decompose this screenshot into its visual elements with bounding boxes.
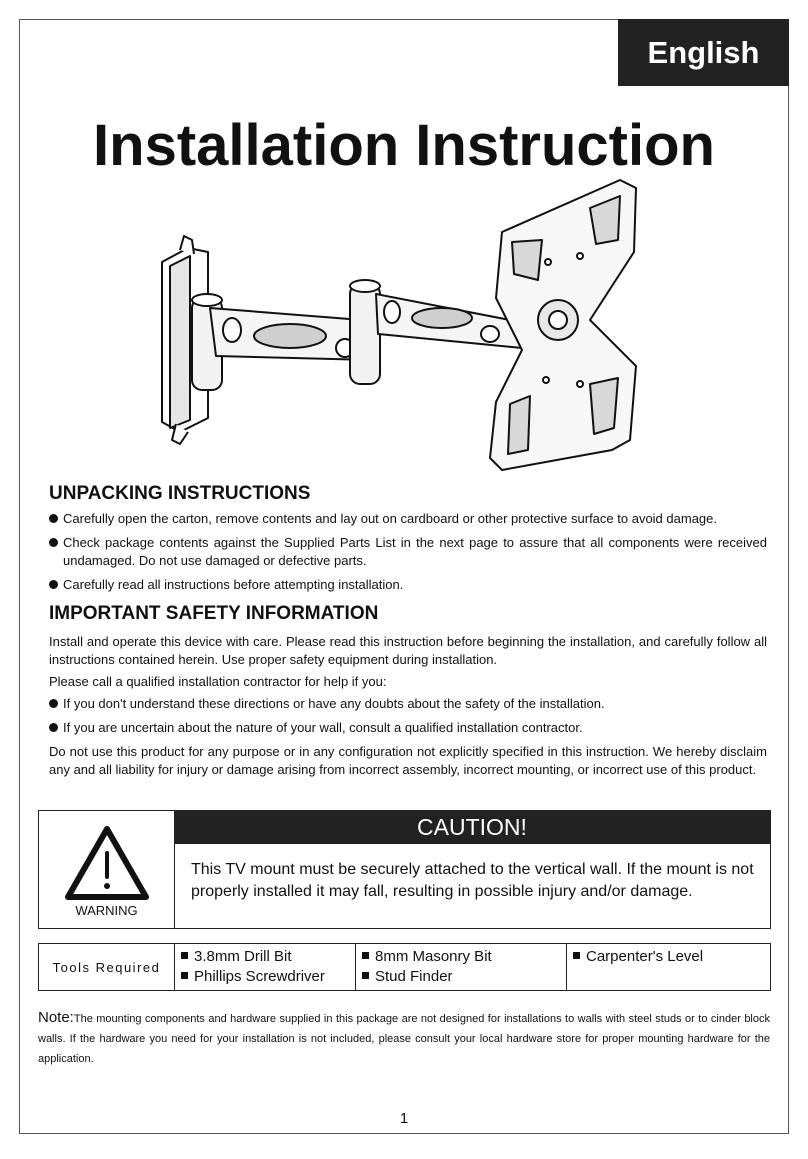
caution-heading: CAUTION! [174,811,770,844]
warning-triangle-icon [64,825,150,901]
note-paragraph [38,1008,770,1069]
tool-item: Carpenter's Level [567,947,703,967]
square-bullet-icon [573,952,580,959]
bullet-icon [49,538,58,547]
bullet-icon [49,723,58,732]
page-title: Installation Instruction [93,113,715,178]
list-item: If you don't understand these directions or have any doubts about the safety of the installation. [49,695,767,713]
page-number: 1 [399,1110,409,1127]
warning-label: WARNING [75,903,138,918]
warning-cell [39,811,175,928]
tools-column-2 [356,944,567,990]
tools-column-3 [567,944,770,990]
bullet-icon [49,580,58,589]
list-item: Carefully read all instructions before attempting installation. [49,576,767,594]
tool-item: Stud Finder [356,967,492,987]
list-item: If you are uncertain about the nature of your wall, consult a qualified installation contractor. [49,719,767,737]
note-text: The mounting components and hardware supplied in this package are not designed for installations to walls with steel studs or to cinder block walls. If the hardware you need for your installation is not included, please consult your local hardware store for proper mounting hardware for the application. [38,1013,770,1065]
tool-item: 8mm Masonry Bit [356,947,492,967]
caution-text: This TV mount must be securely attached to the vertical wall. If the mount is not properly installed it may fall, resulting in possible injury and/or damage. [191,861,754,900]
tools-column-1 [175,944,356,990]
square-bullet-icon [181,952,188,959]
square-bullet-icon [362,972,369,979]
safety-heading: IMPORTANT SAFETY INFORMATION [49,603,379,624]
unpacking-heading: UNPACKING INSTRUCTIONS [49,483,311,504]
tool-item: Phillips Screwdriver [175,967,325,987]
tool-item: 3.8mm Drill Bit [175,947,325,967]
bullet-icon [49,699,58,708]
list-item: Check package contents against the Supplied Parts List in the next page to assure that all components were received undamaged. Do not use damaged or defective parts. [49,534,767,570]
tv-wall-mount-arm-illustration [150,170,670,480]
square-bullet-icon [362,952,369,959]
note-label: Note: [38,1009,74,1026]
tools-table [38,943,771,991]
caution-box [38,810,771,929]
language-tab: English [618,19,789,86]
safety-call: Please call a qualified installation contractor for help if you: [49,674,387,689]
bullet-icon [49,514,58,523]
safety-list [49,695,767,743]
list-item: Carefully open the carton, remove contents and lay out on cardboard or other protective surface to avoid damage. [49,510,767,528]
safety-intro: Install and operate this device with care. Please read this instruction before beginning the installation, and carefully follow all instructions contained herein. Use proper safety equipment during installation. [49,634,767,667]
safety-disclaimer: Do not use this product for any purpose or in any configuration not explicitly specified in this instruction. We hereby disclaim any and all liability for injury or damage arising from incorrect assembly, incorrect mounting, or incorrect use of this product. [49,744,767,777]
square-bullet-icon [181,972,188,979]
tools-label: Tools Required [39,944,175,990]
unpacking-list [49,510,767,600]
